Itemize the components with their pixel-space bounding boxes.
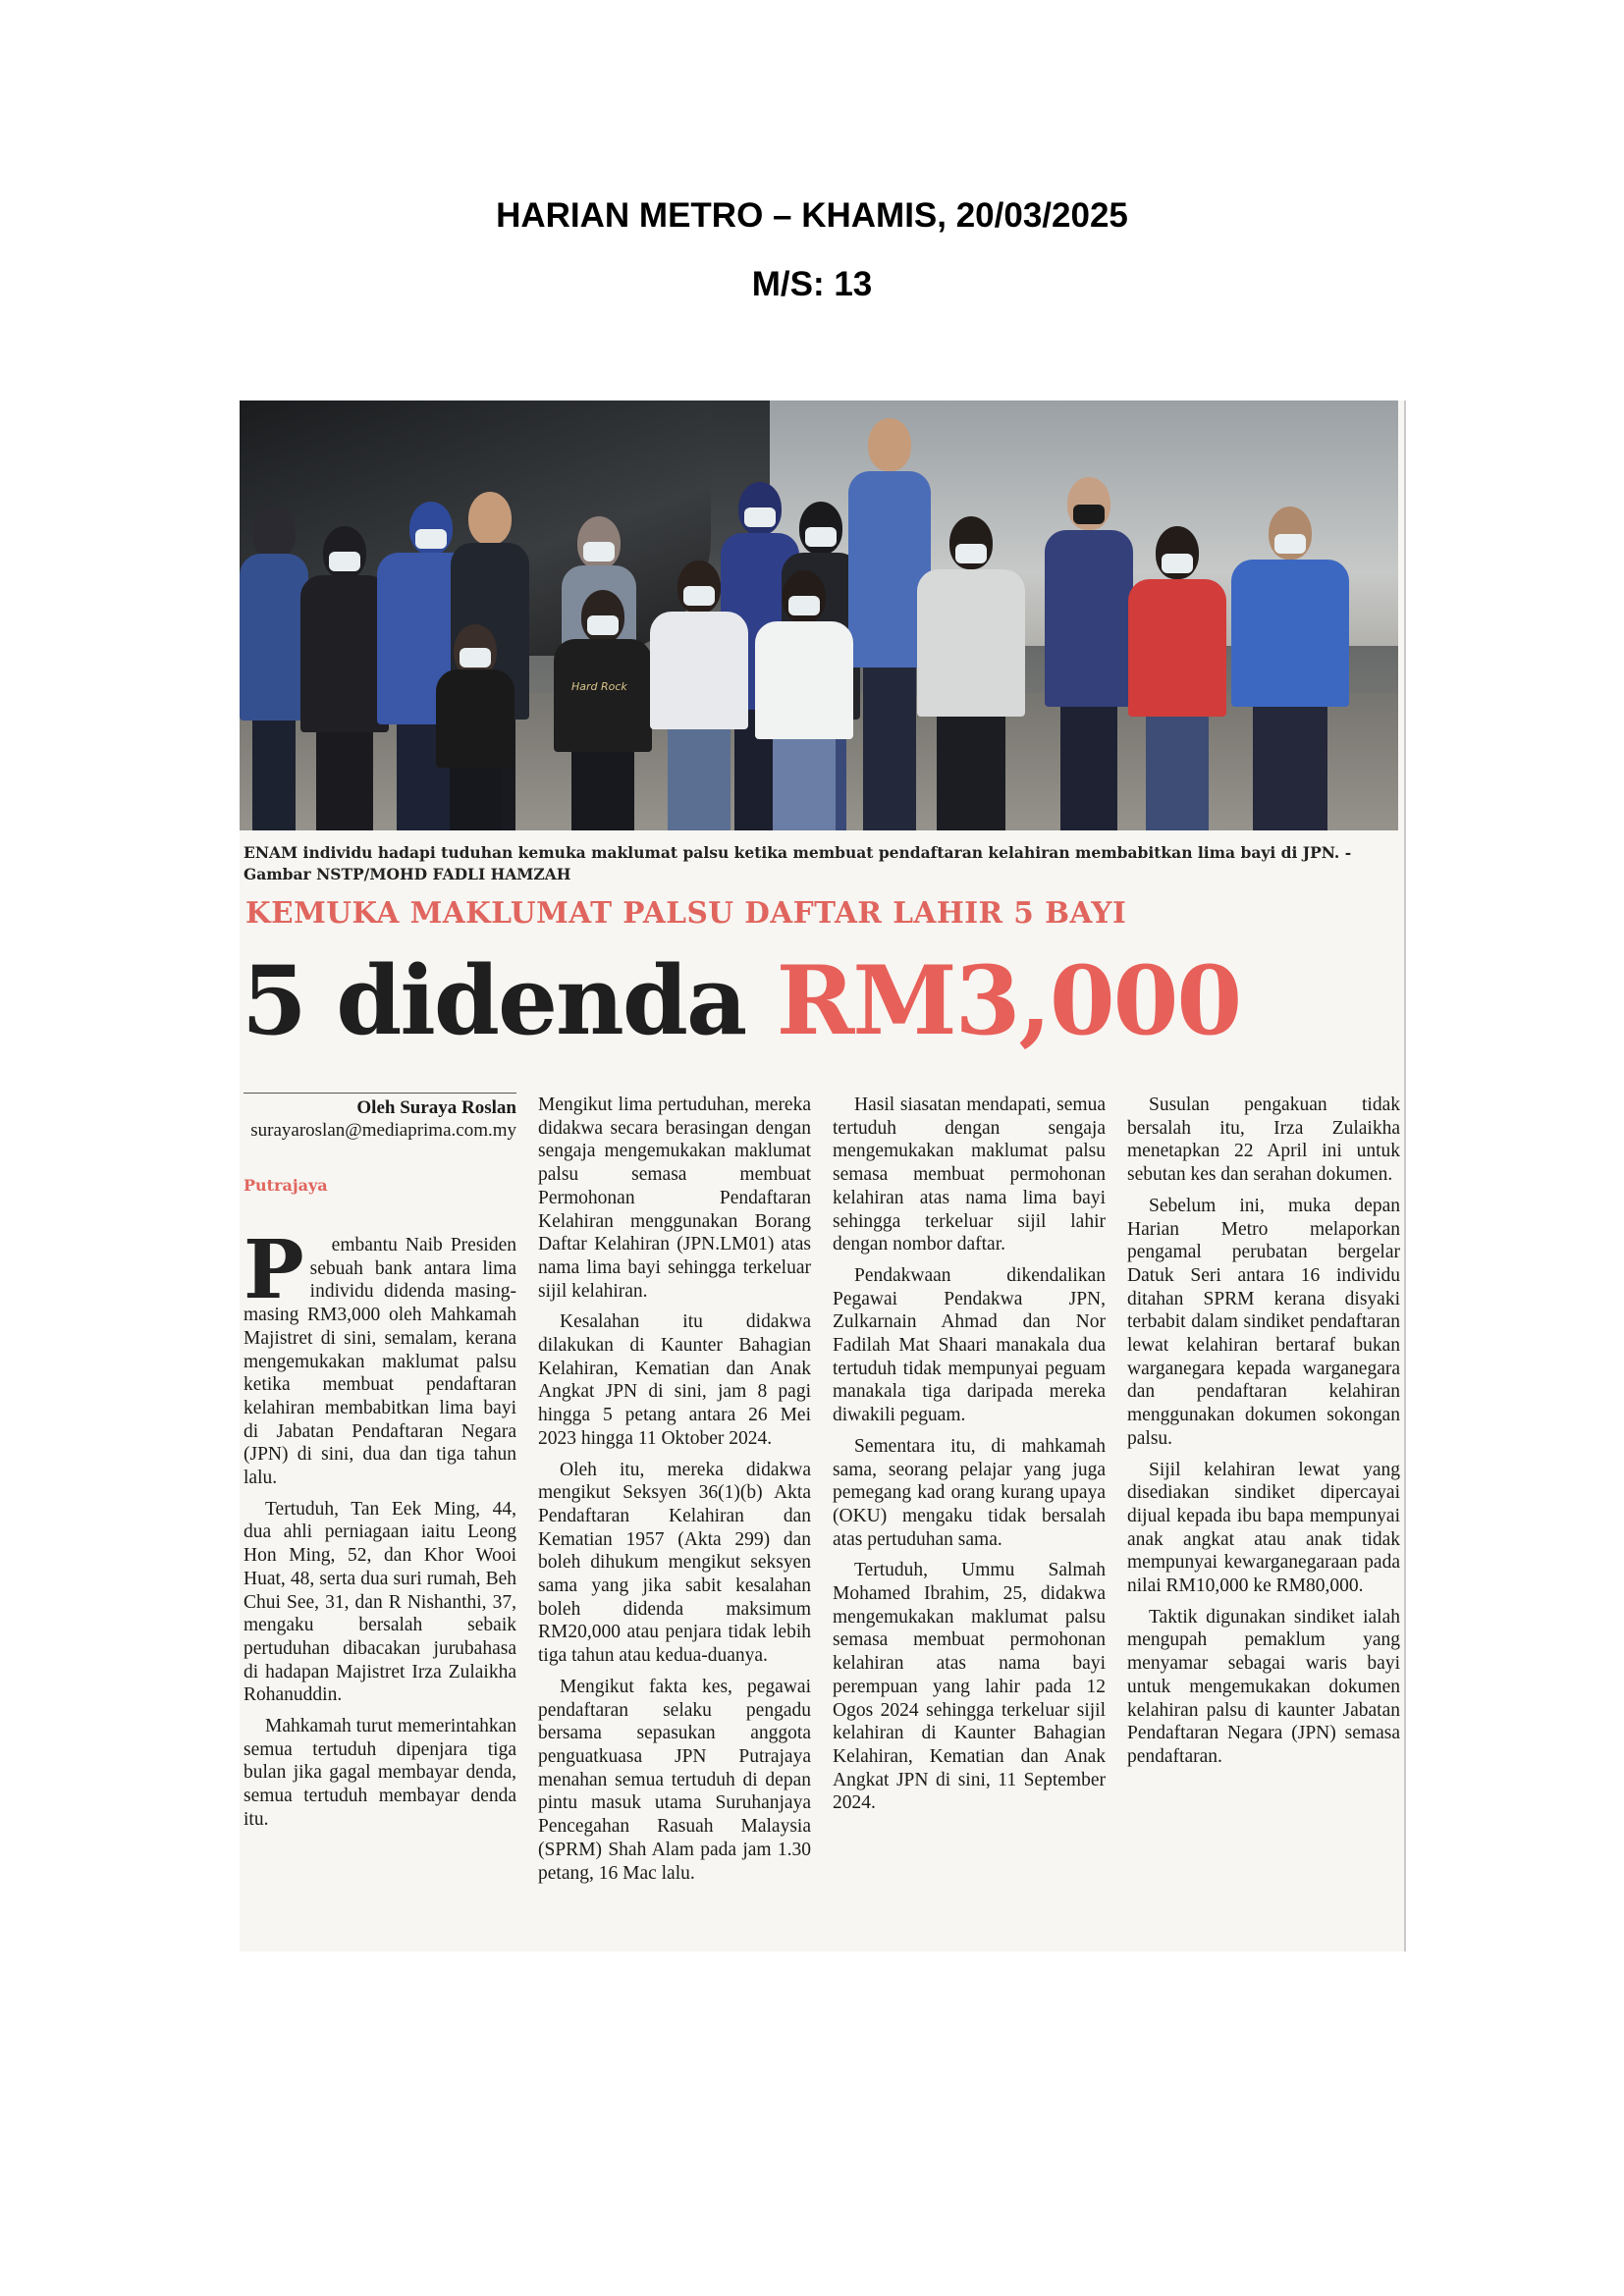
paragraph-text: embantu Naib Presiden sebuah bank antara lima individu didenda masing-masing RM3,000 oleh Mahkamah Majistret di sini, semalam, kerana mengemukakan maklumat palsu ketika membuat pendaftaran kelahiran membabitkan lima bayi di Jabatan Pendaftaran Negara (JPN) di sini, dua dan tiga tahun lalu. xyxy=(244,1235,516,1489)
accused-figure xyxy=(1128,526,1226,830)
clipping-edge xyxy=(1404,400,1406,1951)
headline-main: 5 didenda xyxy=(242,945,746,1056)
accused-figure xyxy=(436,624,514,830)
author-email: surayaroslan@mediaprima.com.my xyxy=(250,1120,516,1141)
paragraph: Hasil siasatan mendapati, semua tertuduh dengan sengaja mengemukakan maklumat palsu semasa membuat permohonan kelahiran atas nama lima bayi sehingga terkeluar sijil lahir dengan nombor daftar. xyxy=(833,1095,1106,1255)
accused-figure xyxy=(917,516,1025,830)
article-headline xyxy=(242,942,1240,1060)
article-kicker: KEMUKA MAKLUMAT PALSU DAFTAR LAHIR 5 BAYI xyxy=(245,895,1127,930)
officer-figure xyxy=(300,526,389,830)
drop-cap: P xyxy=(244,1223,304,1317)
accused-figure xyxy=(1231,507,1349,830)
paragraph: Oleh itu, mereka didakwa mengikut Seksyen 36(1)(b) Akta Pendaftaran Kelahiran dan Kematian 1957 (Akta 299) dan boleh dihukum mengikut seksyen sama yang jika sabit kesalahan boleh didenda maksimum RM20,000 atau penjara tidak lebih tiga tahun atau kedua-duanya. xyxy=(538,1459,811,1667)
paragraph: Sijil kelahiran lewat yang disediakan sindiket dipercayai dijual kepada ibu bapa mempunyai anak angkat atau anak tidak mempunyai kewarganegaraan pada nilai RM10,000 ke RM80,000. xyxy=(1127,1459,1400,1597)
paragraph: Mahkamah turut memerintahkan semua tertuduh dipenjara tiga bulan jika gagal membayar denda, semua tertuduh membayar denda itu. xyxy=(244,1716,516,1830)
paragraph: Sementara itu, di mahkamah sama, seorang pelajar yang juga pemegang kad orang kurang upaya (OKU) mengaku tidak bersalah atas pertuduhan sama. xyxy=(833,1435,1106,1550)
officer-figure xyxy=(1045,477,1133,830)
paragraph: Mengikut fakta kes, pegawai pendaftaran selaku pengadu bersama sepasukan anggota penguatkuasa JPN Putrajaya menahan semua tertuduh di depan pintu masuk utama Suruhanjaya Pencegahan Rasuah Malaysia (SPRM) Shah Alam pada jam 1.30 petang, 16 Mac lalu. xyxy=(538,1676,811,1884)
article-column-3 xyxy=(833,1094,1106,1823)
shirt-logo: Hard Rock xyxy=(571,680,627,693)
publication-header: HARIAN METRO – KHAMIS, 20/03/2025 xyxy=(496,196,1128,235)
article-column-4 xyxy=(1127,1094,1400,1777)
paragraph: Tertuduh, Tan Eek Ming, 44, dua ahli perniagaan iaitu Leong Hon Ming, 52, dan Khor Wooi Huat, 48, serta dua suri rumah, Beh Chui See, 31, dan R Nishanthi, 37, mengaku bersalah sebaik pertuduhan dibacakan jurubahasa di hadapan Majistret Irza Zulaikha Rohanuddin. xyxy=(244,1498,516,1706)
officer-figure xyxy=(240,507,308,830)
article-column-2 xyxy=(538,1094,811,1893)
byline-rule xyxy=(244,1093,516,1094)
paragraph: Sebelum ini, muka depan Harian Metro melaporkan pengamal perubatan bergelar Datuk Seri antara 16 individu ditahan SPRM kerana disyaki terbabit dalam sindiket pendaftaran lewat kelahiran bertaraf bukan warganegara kepada warganegara dan pendaftaran kelahiran menggunakan dokumen sokongan palsu. xyxy=(1127,1195,1400,1449)
paragraph xyxy=(244,1223,516,1490)
author-name: Oleh Suraya Roslan xyxy=(356,1097,516,1118)
byline xyxy=(244,1096,516,1142)
article-column-1 xyxy=(244,1223,516,1840)
dateline: Putrajaya xyxy=(244,1176,328,1195)
accused-figure xyxy=(650,561,748,830)
paragraph: Kesalahan itu didakwa dilakukan di Kaunter Bahagian Kelahiran, Kematian dan Anak Angkat JPN di sini, jam 8 pagi hingga 5 petang antara 26 Mei 2023 hingga 11 Oktober 2024. xyxy=(538,1311,811,1449)
accused-figure xyxy=(554,590,652,830)
paragraph: Mengikut lima pertuduhan, mereka didakwa secara berasingan dengan sengaja mengemukakan maklumat palsu semasa membuat Permohonan Pendaftaran Kelahiran menggunakan Borang Daftar Kelahiran (JPN.LM01) atas nama lima bayi sehingga terkeluar sijil kelahiran. xyxy=(538,1095,811,1302)
paragraph: Taktik digunakan sindiket ialah mengupah pemaklum yang menyamar sebagai waris bayi untuk mengemukakan dokumen kelahiran palsu di kaunter Jabatan Pendaftaran Negara (JPN) semasa pendaftaran. xyxy=(1127,1606,1400,1767)
paragraph: Susulan pengakuan tidak bersalah itu, Irza Zulaikha menetapkan 22 April ini untuk sebutan kes dan serahan dokumen. xyxy=(1127,1095,1400,1186)
paragraph: Tertuduh, Ummu Salmah Mohamed Ibrahim, 25, didakwa mengemukakan maklumat palsu semasa membuat permohonan kelahiran atas nama bayi perempuan yang lahir pada 12 Ogos 2024 sehingga terkeluar sijil kelahiran di Kaunter Bahagian Kelahiran, Kematian dan Anak Angkat JPN di sini, 11 September 2024. xyxy=(833,1560,1106,1814)
headline-amount: RM3,000 xyxy=(776,945,1241,1056)
photo-caption: ENAM individu hadapi tuduhan kemuka maklumat palsu ketika membuat pendaftaran kelahiran membabitkan lima bayi di JPN. - Gambar NSTP/MOHD FADLI HAMZAH xyxy=(244,843,1352,883)
paragraph: Pendakwaan dikendalikan Pegawai Pendakwa JPN, Zulkarnain Ahmad dan Nor Fadilah Mat Shaari manakala dua tertuduh tidak mempunyai peguam manakala tiga daripada mereka diwakili peguam. xyxy=(833,1264,1106,1426)
news-photo xyxy=(240,400,1398,830)
accused-figure xyxy=(755,570,853,830)
page-number: M/S: 13 xyxy=(751,265,873,303)
